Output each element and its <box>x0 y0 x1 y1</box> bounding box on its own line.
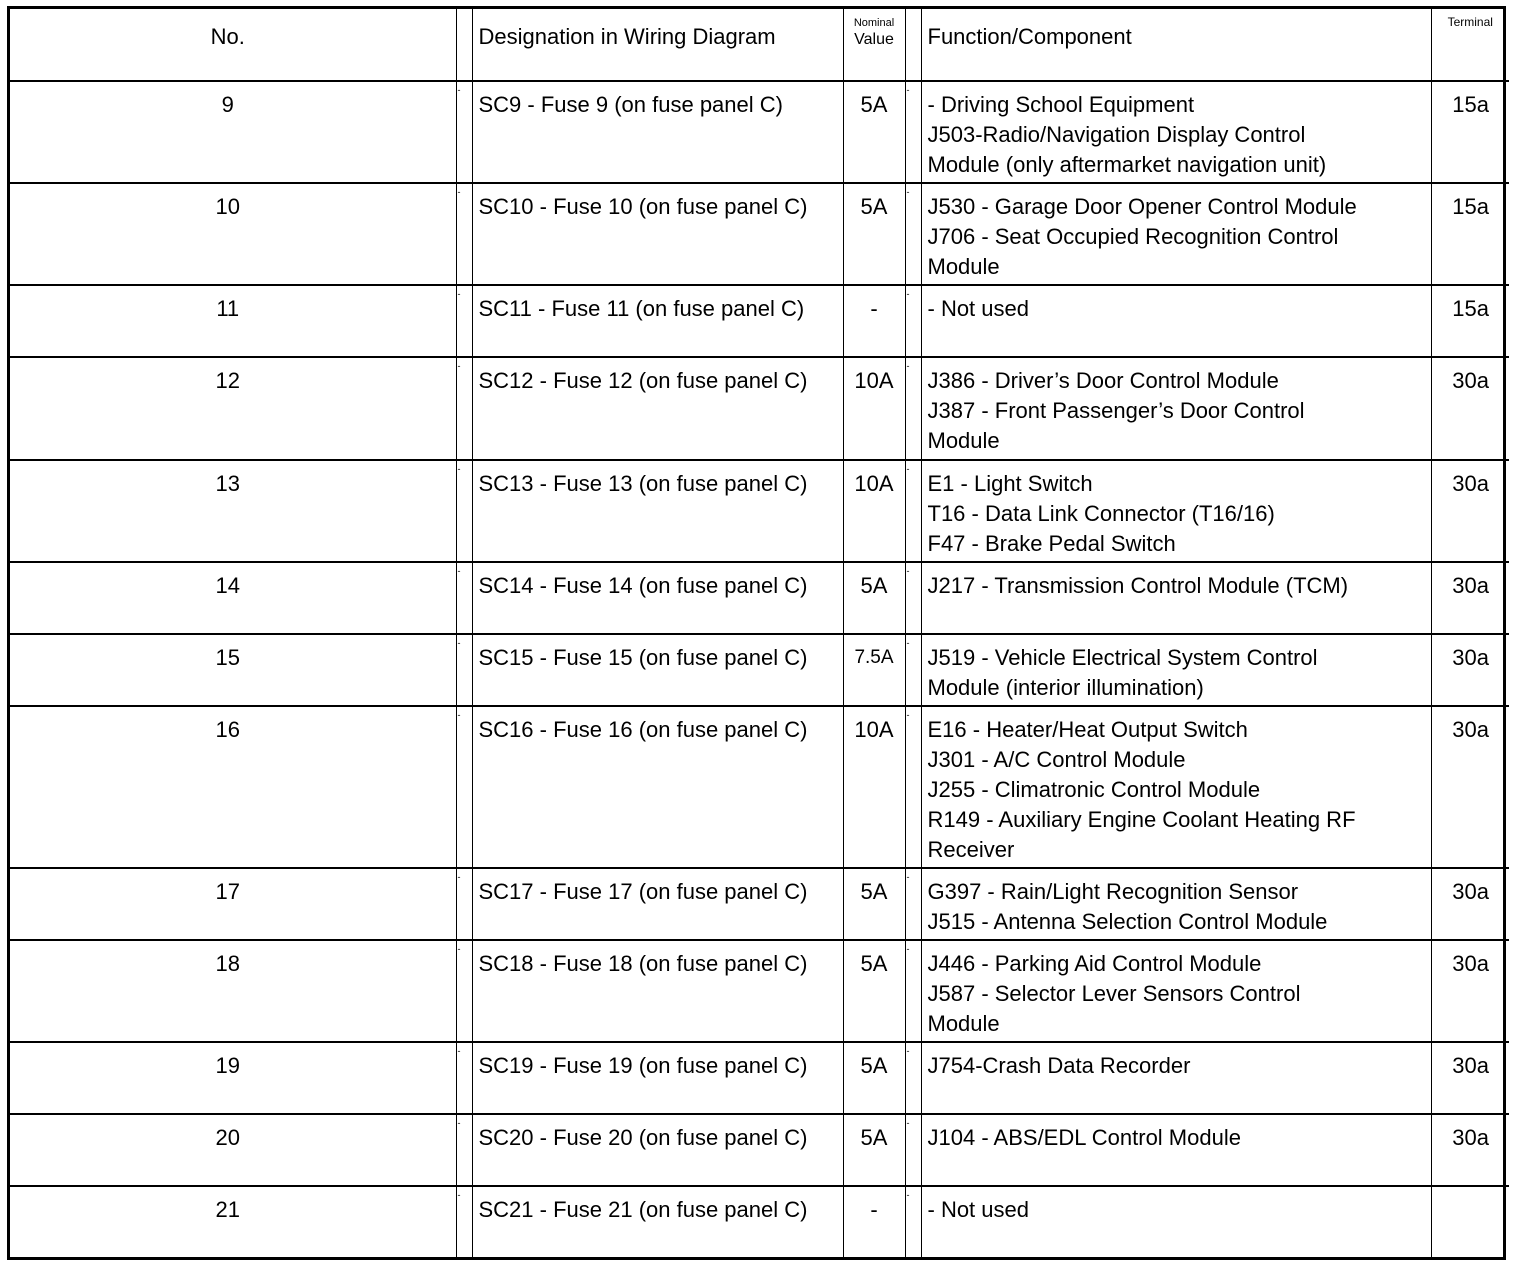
row-terminal: 30a <box>1431 1042 1509 1114</box>
row-marker: - <box>456 706 472 868</box>
function-line: J503-Radio/Navigation Display Control <box>927 122 1306 147</box>
row-number: 9 <box>10 81 456 183</box>
function-line: J387 - Front Passenger’s Door Control <box>927 398 1305 423</box>
row-number: 16 <box>10 706 456 868</box>
table-row <box>10 940 1509 1042</box>
function-line: E16 - Heater/Heat Output Switch <box>927 717 1248 742</box>
row-number: 18 <box>10 940 456 1042</box>
table-row <box>10 1042 1509 1114</box>
header-nominal-line2: Value <box>854 31 894 48</box>
row-function <box>921 1114 1431 1186</box>
row-function <box>921 81 1431 183</box>
function-line: Module (interior illumination) <box>927 675 1204 700</box>
row-marker: - <box>456 1114 472 1186</box>
row-terminal: 30a <box>1431 868 1509 940</box>
table-row <box>10 460 1509 562</box>
row-marker: - <box>905 81 921 183</box>
row-function <box>921 357 1431 460</box>
function-line: J446 - Parking Aid Control Module <box>927 951 1262 976</box>
row-nominal-value: 7.5A <box>843 634 905 706</box>
row-number: 13 <box>10 460 456 562</box>
row-function <box>921 634 1431 706</box>
row-terminal: 30a <box>1431 1114 1509 1186</box>
function-line: G397 - Rain/Light Recognition Sensor <box>927 879 1299 904</box>
row-marker: - <box>905 562 921 634</box>
row-number: 12 <box>10 357 456 460</box>
function-line: Module <box>927 1011 1000 1036</box>
table-row <box>10 1186 1509 1257</box>
row-number: 21 <box>10 1186 456 1257</box>
function-line: Module <box>927 428 1000 453</box>
row-designation: SC19 - Fuse 19 (on fuse panel C) <box>472 1042 843 1114</box>
row-marker: - <box>456 357 472 460</box>
row-designation: SC16 - Fuse 16 (on fuse panel C) <box>472 706 843 868</box>
row-designation: SC11 - Fuse 11 (on fuse panel C) <box>472 285 843 357</box>
row-designation: SC18 - Fuse 18 (on fuse panel C) <box>472 940 843 1042</box>
row-marker: - <box>905 868 921 940</box>
row-nominal-value: 5A <box>843 940 905 1042</box>
header-nominal-line1: Nominal <box>853 17 895 29</box>
function-line: J301 - A/C Control Module <box>927 747 1186 772</box>
function-line: J587 - Selector Lever Sensors Control <box>927 981 1301 1006</box>
row-function <box>921 868 1431 940</box>
function-line: J515 - Antenna Selection Control Module <box>927 909 1328 934</box>
function-line: J217 - Transmission Control Module (TCM) <box>927 573 1349 598</box>
row-terminal: 30a <box>1431 357 1509 460</box>
row-marker: - <box>905 460 921 562</box>
function-line: R149 - Auxiliary Engine Coolant Heating RF <box>927 807 1356 832</box>
fuse-table-frame <box>7 6 1506 1260</box>
row-nominal-value: 10A <box>843 706 905 868</box>
row-function <box>921 706 1431 868</box>
table-row <box>10 81 1509 183</box>
function-line: J255 - Climatronic Control Module <box>927 777 1261 802</box>
row-nominal-value: 5A <box>843 81 905 183</box>
row-number: 17 <box>10 868 456 940</box>
row-designation: SC9 - Fuse 9 (on fuse panel C) <box>472 81 843 183</box>
row-marker: - <box>456 562 472 634</box>
row-marker: - <box>905 1114 921 1186</box>
table-row <box>10 868 1509 940</box>
table-body <box>10 81 1509 1257</box>
row-marker: - <box>456 1042 472 1114</box>
row-nominal-value: 5A <box>843 1114 905 1186</box>
function-line: J104 - ABS/EDL Control Module <box>927 1125 1241 1150</box>
row-marker: - <box>456 868 472 940</box>
row-terminal: 15a <box>1431 285 1509 357</box>
row-marker: - <box>456 460 472 562</box>
row-nominal-value: 5A <box>843 1042 905 1114</box>
row-marker: - <box>456 285 472 357</box>
row-nominal-value: 10A <box>843 357 905 460</box>
header-nominal-value <box>843 9 905 81</box>
header-row <box>10 9 1509 81</box>
header-designation: Designation in Wiring Diagram <box>472 9 843 81</box>
function-line: J530 - Garage Door Opener Control Module <box>927 194 1357 219</box>
table-row <box>10 1114 1509 1186</box>
table-row <box>10 706 1509 868</box>
row-terminal: 30a <box>1431 634 1509 706</box>
row-marker: - <box>905 357 921 460</box>
row-terminal: 15a <box>1431 81 1509 183</box>
row-number: 19 <box>10 1042 456 1114</box>
row-terminal: 30a <box>1431 562 1509 634</box>
row-terminal <box>1431 1186 1509 1257</box>
row-marker: - <box>456 634 472 706</box>
row-terminal: 30a <box>1431 460 1509 562</box>
row-nominal-value: 5A <box>843 183 905 285</box>
table-row <box>10 357 1509 460</box>
table-row <box>10 562 1509 634</box>
function-line: J386 - Driver’s Door Control Module <box>927 368 1279 393</box>
row-designation: SC12 - Fuse 12 (on fuse panel C) <box>472 357 843 460</box>
row-designation: SC15 - Fuse 15 (on fuse panel C) <box>472 634 843 706</box>
row-number: 11 <box>10 285 456 357</box>
row-number: 15 <box>10 634 456 706</box>
row-nominal-value: 5A <box>843 562 905 634</box>
row-designation: SC10 - Fuse 10 (on fuse panel C) <box>472 183 843 285</box>
row-number: 20 <box>10 1114 456 1186</box>
header-marker <box>456 9 472 81</box>
row-number: 10 <box>10 183 456 285</box>
function-line: E1 - Light Switch <box>927 471 1093 496</box>
row-marker: - <box>905 940 921 1042</box>
function-line: Receiver <box>927 837 1015 862</box>
table-row <box>10 183 1509 285</box>
row-designation: SC20 - Fuse 20 (on fuse panel C) <box>472 1114 843 1186</box>
row-marker: - <box>905 183 921 285</box>
row-designation: SC17 - Fuse 17 (on fuse panel C) <box>472 868 843 940</box>
row-function <box>921 460 1431 562</box>
row-marker: - <box>905 1186 921 1257</box>
function-line: - Driving School Equipment <box>927 92 1195 117</box>
row-marker: - <box>905 285 921 357</box>
row-designation: SC21 - Fuse 21 (on fuse panel C) <box>472 1186 843 1257</box>
row-number: 14 <box>10 562 456 634</box>
row-function <box>921 1042 1431 1114</box>
row-terminal: 30a <box>1431 940 1509 1042</box>
header-no: No. <box>10 9 456 81</box>
header-marker <box>905 9 921 81</box>
row-terminal: 15a <box>1431 183 1509 285</box>
row-marker: - <box>456 183 472 285</box>
row-marker: - <box>905 706 921 868</box>
table-row <box>10 285 1509 357</box>
row-function <box>921 1186 1431 1257</box>
table-row <box>10 634 1509 706</box>
row-function <box>921 940 1431 1042</box>
row-designation: SC13 - Fuse 13 (on fuse panel C) <box>472 460 843 562</box>
fuse-table <box>10 9 1509 1257</box>
function-line: - Not used <box>927 296 1029 321</box>
row-nominal-value: 10A <box>843 460 905 562</box>
row-function <box>921 183 1431 285</box>
function-line: - Not used <box>927 1197 1029 1222</box>
row-marker: - <box>905 634 921 706</box>
row-terminal: 30a <box>1431 706 1509 868</box>
row-nominal-value: - <box>843 285 905 357</box>
function-line: J519 - Vehicle Electrical System Control <box>927 645 1318 670</box>
function-line: Module (only aftermarket navigation unit) <box>927 152 1327 177</box>
row-marker: - <box>456 940 472 1042</box>
row-marker: - <box>456 1186 472 1257</box>
function-line: J706 - Seat Occupied Recognition Control <box>927 224 1339 249</box>
row-marker: - <box>905 1042 921 1114</box>
row-function <box>921 562 1431 634</box>
row-nominal-value: - <box>843 1186 905 1257</box>
function-line: T16 - Data Link Connector (T16/16) <box>927 501 1275 526</box>
row-designation: SC14 - Fuse 14 (on fuse panel C) <box>472 562 843 634</box>
function-line: F47 - Brake Pedal Switch <box>927 531 1176 556</box>
row-nominal-value: 5A <box>843 868 905 940</box>
row-marker: - <box>456 81 472 183</box>
row-function <box>921 285 1431 357</box>
header-function: Function/Component <box>921 9 1431 81</box>
function-line: Module <box>927 254 1000 279</box>
function-line: J754-Crash Data Recorder <box>927 1053 1191 1078</box>
header-terminal: Terminal <box>1431 9 1509 81</box>
